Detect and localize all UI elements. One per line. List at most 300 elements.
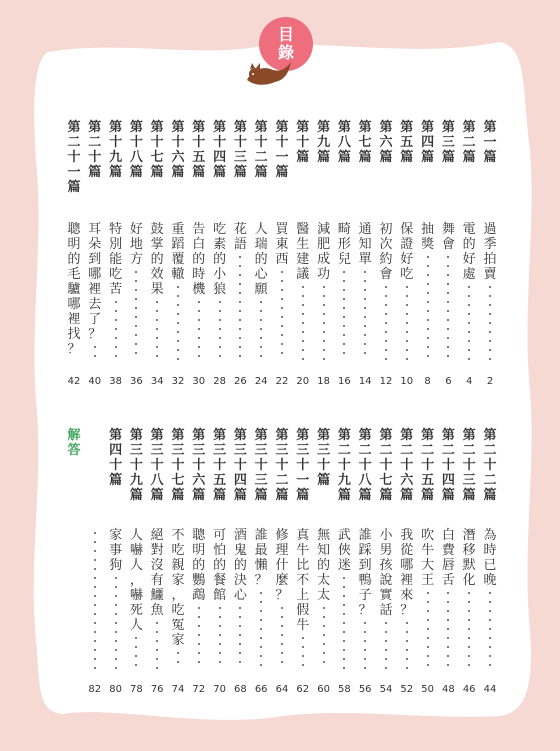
title-char: 吃 [400,267,414,282]
toc-entry[interactable] [438,120,458,165]
chapter-number [296,120,309,165]
toc-entry[interactable] [480,120,500,165]
chapter-number [296,428,309,503]
title-char: 心 [233,588,247,603]
chapter-char: 十 [129,135,143,150]
chapter-char: 十 [296,135,310,150]
chapter-char: 篇 [254,488,268,503]
title-char: 我 [400,528,414,543]
chapter-char: 七 [379,473,393,488]
chapter-number [151,428,164,503]
title-char: 的 [462,237,476,252]
title-char: 家 [171,633,185,648]
toc-title-char: 目 [277,25,294,44]
title-char: ？ [275,588,289,603]
toc-entry[interactable] [355,428,375,503]
toc-entry[interactable] [106,428,126,488]
title-char: ？ [88,327,102,342]
chapter-char: 二 [67,135,81,150]
title-char: 通 [358,222,372,237]
chapter-char: 篇 [462,488,476,503]
title-char: 兒 [337,252,351,267]
chapter-char: 二 [483,443,497,458]
title-char: 瑞 [254,237,268,252]
title-char: 醫 [296,222,310,237]
toc-entry[interactable] [147,120,167,180]
chapter-char: 二 [379,443,393,458]
chapter-char: 十 [254,458,268,473]
chapter-char: 篇 [483,150,497,165]
title-char: 東 [275,237,289,252]
chapter-char: 第 [150,428,164,443]
chapter-char: 篇 [192,488,206,503]
toc-entry[interactable] [251,120,271,180]
title-char: 好 [400,252,414,267]
leader-dots [343,267,345,357]
title-char: 的 [213,558,227,573]
chapter-char: 十 [171,135,185,150]
leader-dots [177,282,179,363]
leader-dots [94,342,96,360]
chapter-char: 五 [192,150,206,165]
chapter-char: 第 [358,120,372,135]
chapter-char: 四 [441,473,455,488]
chapter-char: 九 [109,150,123,165]
title-char: 成 [317,252,331,267]
answer-char: 答 [67,443,81,458]
toc-entry[interactable] [376,120,396,165]
title-char: 季 [483,237,497,252]
title-char: 化 [462,573,476,588]
title-char: 去 [88,297,102,312]
title-char: 時 [483,543,497,558]
page-number: 58 [338,684,351,695]
toc-entry[interactable] [293,120,313,165]
chapter-number [213,120,226,180]
title-char: 了 [88,312,102,327]
chapter-number [151,120,164,180]
toc-entry[interactable] [230,428,250,503]
toc-entry[interactable] [480,428,500,503]
chapter-char: 四 [109,443,123,458]
chapter-number [421,120,434,165]
toc-entry[interactable] [64,120,84,195]
title-char: 花 [233,222,247,237]
entry-title [230,222,250,360]
page-number: 70 [213,684,226,695]
chapter-number [442,428,455,503]
page-number: 8 [424,376,431,387]
toc-entry[interactable] [85,120,105,180]
chapter-char: 十 [150,135,164,150]
chapter-char: 三 [254,443,268,458]
page-number: 64 [275,684,289,695]
leader-dots [198,603,200,666]
chapter-char: 三 [317,443,331,458]
title-char: 朵 [88,237,102,252]
chapter-number [317,428,330,488]
title-char: 無 [317,528,331,543]
title-char: 保 [400,222,414,237]
chapter-char: 三 [171,443,185,458]
leader-dots [115,573,117,672]
chapter-char: 七 [358,135,372,150]
title-char: 議 [296,267,310,282]
title-char: 方 [129,252,143,267]
page-number: 24 [254,376,268,387]
title-char: 事 [109,543,123,558]
chapter-char: 篇 [358,150,372,165]
chapter-number [171,428,184,503]
toc-title-char: 錄 [277,43,294,62]
chapter-number [359,428,372,503]
leader-dots [219,603,221,666]
toc-entry[interactable] [397,428,417,503]
toc-entry[interactable] [272,120,292,180]
title-char: 別 [109,237,123,252]
entry-title [314,222,334,363]
page-number: 74 [171,684,185,695]
chapter-number [463,428,476,503]
title-char: 好 [129,222,143,237]
title-char: 好 [462,252,476,267]
title-char: 果 [150,282,164,297]
title-char: 對 [150,543,164,558]
chapter-char: 篇 [88,165,102,180]
cat-mascot-icon [243,58,293,88]
chapter-char: 篇 [192,165,206,180]
chapter-char: 四 [233,473,247,488]
toc-entry[interactable] [210,428,230,503]
title-char: 狼 [213,282,227,297]
toc-entry[interactable] [189,428,209,503]
entry-title [480,528,500,669]
toc-entry[interactable] [230,120,250,180]
page-number: 48 [442,684,455,695]
chapter-char: 二 [441,443,455,458]
title-char: 狗 [109,558,123,573]
page-number: 42 [67,376,81,387]
toc-entry[interactable] [272,428,292,503]
chapter-char: 二 [88,135,102,150]
title-char: 唇 [441,558,455,573]
entry-title [230,528,250,666]
page-number: 16 [338,376,351,387]
page-number: 6 [445,376,452,387]
chapter-char: 篇 [296,488,310,503]
chapter-char: 十 [88,150,102,165]
title-char: 踩 [358,543,372,558]
title-char: 真 [296,528,310,543]
entry-title [397,528,417,672]
chapter-char: 三 [233,150,247,165]
chapter-char: 第 [67,120,81,135]
title-char: 話 [379,603,393,618]
entry-title [126,222,146,357]
title-char: 西 [275,252,289,267]
page-number: 40 [88,376,102,387]
chapter-char: 十 [192,135,206,150]
toc-entry[interactable] [126,120,146,180]
toc-entry[interactable] [147,428,167,503]
chapter-char: 篇 [379,150,393,165]
chapter-char: 篇 [171,488,185,503]
chapter-char: 篇 [109,473,123,488]
title-char: 吃 [171,603,185,618]
chapter-number [400,428,413,503]
page-number: 14 [358,376,372,387]
chapter-char: 二 [254,150,268,165]
title-char: 武 [337,528,351,543]
chapter-char: 六 [400,473,414,488]
chapter-char: 十 [233,135,247,150]
entry-title [314,528,334,666]
chapter-char: 第 [421,428,435,443]
entry-title [210,222,230,360]
toc-entry[interactable] [293,428,313,503]
leader-dots [323,282,325,363]
chapter-char: 十 [400,458,414,473]
toc-entry[interactable] [168,120,188,180]
leader-dots [115,297,117,360]
leader-dots [239,252,241,360]
toc-entry[interactable] [168,428,188,503]
chapter-number [483,428,496,503]
leader-dots [447,252,449,360]
title-char: 死 [129,603,143,618]
title-char: 掌 [150,237,164,252]
page-number: 32 [171,376,185,387]
chapter-char: 三 [233,443,247,458]
entry-title [480,222,500,363]
entry-title [355,222,375,357]
title-char: 耳 [88,222,102,237]
chapter-number [421,428,434,503]
title-char: 地 [129,237,143,252]
chapter-char: 第 [254,428,268,443]
title-char: 從 [400,543,414,558]
chapter-char: 十 [462,458,476,473]
leader-dots [489,588,491,669]
leader-dots [302,282,304,363]
title-char: 晚 [483,573,497,588]
chapter-number [379,428,392,503]
chapter-char: 十 [317,458,331,473]
title-char: 願 [254,282,268,297]
leader-dots [239,603,241,666]
title-char: 嚇 [129,588,143,603]
leader-dots [385,618,387,672]
chapter-char: 篇 [233,165,247,180]
title-char: 男 [379,543,393,558]
chapter-number [130,428,143,503]
entry-title [397,222,417,363]
chapter-char: 第 [213,120,227,135]
chapter-char: 二 [421,443,435,458]
title-char: 已 [483,558,497,573]
entry-title [85,222,105,360]
toc-entry[interactable] [210,120,230,180]
title-char: 的 [213,252,227,267]
chapter-char: 十 [67,150,81,165]
title-char: 證 [400,237,414,252]
chapter-char: 十 [254,135,268,150]
page-number: 4 [466,376,473,387]
chapter-number [442,120,455,165]
title-char: 親 [171,558,185,573]
title-char: 驢 [67,282,81,297]
title-char: 生 [296,237,310,252]
toc-entry[interactable] [418,428,438,503]
entry-title [251,222,271,360]
toc-entry[interactable] [314,428,334,488]
entry-title [438,528,458,669]
chapter-char: 篇 [358,488,372,503]
entry-title [272,222,292,357]
entry-title [168,528,188,666]
chapter-char: 十 [213,458,227,473]
page-number: 22 [275,376,289,387]
chapter-char: 篇 [400,488,414,503]
toc-entry[interactable] [314,120,334,165]
title-char: 機 [192,282,206,297]
leader-dots [323,603,325,666]
toc-entry[interactable] [438,428,458,503]
chapter-char: 五 [213,473,227,488]
chapter-number [338,428,351,503]
chapter-char: 一 [483,135,497,150]
leader-dots [364,267,366,357]
title-char: 酒 [233,528,247,543]
title-char: 麼 [275,573,289,588]
entry-title [85,528,105,672]
toc-entry[interactable] [334,428,354,503]
chapter-char: 第 [483,120,497,135]
leader-dots [177,648,179,666]
chapter-char: 篇 [254,165,268,180]
toc-entry[interactable] [106,120,126,180]
chapter-char: 十 [379,458,393,473]
title-char: 王 [421,573,435,588]
page-number: 50 [421,684,434,695]
title-char: 嚇 [129,543,143,558]
toc-entry[interactable] [334,120,354,165]
entry-title [147,222,167,360]
toc-entry[interactable] [251,428,271,503]
title-char: 決 [233,573,247,588]
chapter-number [275,428,288,503]
chapter-char: 第 [441,120,455,135]
chapter-number [192,428,205,503]
toc-entry[interactable] [189,120,209,180]
chapter-char: 十 [296,458,310,473]
toc-entry[interactable] [459,120,479,165]
entry-title [147,528,167,672]
chapter-char: 十 [358,458,372,473]
chapter-char: 三 [462,473,476,488]
title-char: 吃 [109,267,123,282]
title-char: 的 [150,252,164,267]
leader-dots [94,528,96,672]
title-char: 裡 [88,282,102,297]
title-char: 小 [213,267,227,282]
chapter-char: 第 [296,428,310,443]
leader-dots [427,252,429,360]
chapter-char: 六 [192,473,206,488]
chapter-number [359,120,372,165]
title-char: 到 [88,252,102,267]
title-char: 人 [129,528,143,543]
toc-entry[interactable] [376,428,396,503]
chapter-char: 第 [129,428,143,443]
chapter-char: 篇 [317,473,331,488]
toc-entry[interactable] [126,428,146,503]
title-char: 餐 [213,573,227,588]
chapter-number [483,120,496,165]
chapter-char: 第 [150,120,164,135]
chapter-char: 二 [400,443,414,458]
title-char: 吃 [213,222,227,237]
chapter-char: 第 [400,120,414,135]
chapter-number [109,120,122,180]
page-number: 10 [400,376,414,387]
chapter-char: 篇 [275,488,289,503]
chapter-number [255,428,268,503]
title-char: 明 [192,543,206,558]
page-number: 54 [379,684,393,695]
chapter-char: 篇 [233,488,247,503]
chapter-char: 第 [233,428,247,443]
chapter-char: 篇 [109,165,123,180]
chapter-char: 七 [171,473,185,488]
chapter-char: 十 [213,135,227,150]
title-char: 毛 [67,267,81,282]
chapter-char: 八 [129,150,143,165]
chapter-char: 篇 [441,488,455,503]
title-char: 絕 [150,528,164,543]
title-char: 館 [213,588,227,603]
toc-entry[interactable] [397,120,417,165]
chapter-char: 十 [275,135,289,150]
title-char: 抽 [421,222,435,237]
title-char: 的 [254,252,268,267]
title-char: 語 [233,237,247,252]
title-char: 聰 [67,222,81,237]
title-char: 迷 [337,558,351,573]
chapter-char: 一 [67,165,81,180]
answer-label [64,428,84,458]
chapter-char: 三 [275,443,289,458]
toc-entry[interactable] [355,120,375,165]
title-char: 太 [317,588,331,603]
title-char: 賣 [483,267,497,282]
toc-entry[interactable] [418,120,438,165]
chapter-number [130,120,143,180]
toc-entry[interactable] [459,428,479,503]
chapter-number [67,120,80,195]
chapter-char: 三 [296,443,310,458]
title-char: 不 [296,573,310,588]
title-char: 約 [379,252,393,267]
page-number: 82 [88,684,102,695]
entry-title [272,528,292,666]
title-char: 沒 [150,558,164,573]
page-number: 80 [109,684,122,695]
leader-dots [427,588,429,669]
chapter-char: 篇 [421,150,435,165]
chapter-char: 篇 [129,488,143,503]
title-char: 時 [192,267,206,282]
